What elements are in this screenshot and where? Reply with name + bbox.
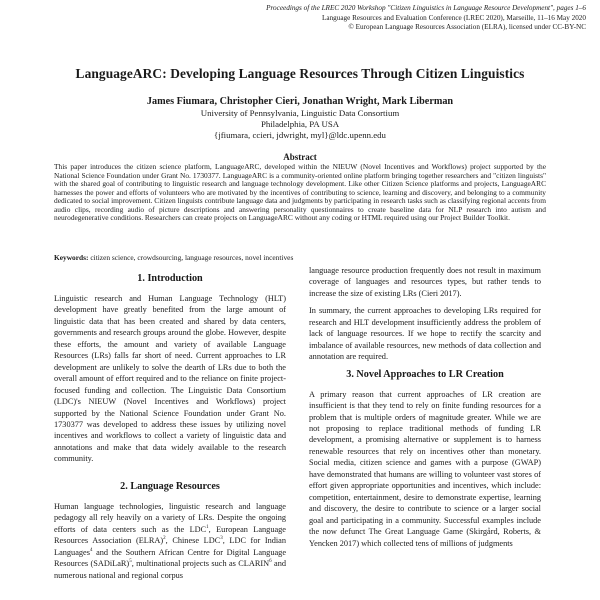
section-2-text-c: , Chinese LDC (165, 536, 221, 546)
section-3-paragraph: A primary reason that current approaches of LR creation are insufficient is that they tend to rely on finite funding resources for a problem that is multiple orders of magnitude greater. While we are not proposing to replace traditional methods of funding LR development, a promising alternative or supplement is to harness renewable resources that rely on incentives other than monetary. Social media, citizen science and games with a purpose (GWAP) have demonstrated that humans are willing to volunteer vast stores of effort given appropriate opportunities and incentives, which include: competition, entertainment, desire to demonstrate expertise, learning and discovery, the desire to contribute to science or a larger social goal and participating in a community. Successful examples include the now defunct The Great Language Game (Skirgård, Roberts, & Yencken 2017) which collected tens of millions of judgments (309, 389, 541, 548)
section-1-heading: 1. Introduction (137, 273, 203, 284)
license-line: © European Language Resources Association (ELRA), licensed under CC-BY-NC (348, 23, 586, 32)
author-emails: {jfiumara, ccieri, jdwright, myl}@ldc.upenn.edu (214, 129, 386, 140)
keywords-label: Keywords: (54, 253, 89, 262)
affiliation-city: Philadelphia, PA USA (260, 118, 340, 129)
footnote-mark-6: 6 (269, 559, 272, 565)
footnote-mark-4: 4 (89, 547, 93, 553)
footnote-mark-3: 3 (220, 536, 223, 542)
affiliation-block (0, 108, 600, 140)
proceedings-header (106, 4, 586, 33)
footnote-mark-2: 2 (163, 536, 166, 542)
section-2-text-f: , multinational projects such as CLARIN (131, 559, 270, 569)
keywords-line (54, 254, 546, 263)
section-3-heading: 3. Novel Approaches to LR Creation (346, 368, 504, 380)
paper-title: LanguageARC: Developing Language Resources Through Citizen Linguistics (75, 66, 525, 81)
section-2-text-a: Human language technologies, linguistic research and language pedagogy all rely heavily on a variety of LRs. Despite the ongoing efforts of data centers such as the LDC (54, 501, 286, 534)
summary-paragraph: In summary, the current approaches to developing LRs required for research and HLT development insufficiently address the problem of lack of language resources. If we hope to rectify the scarcity and imbalance of available resources, new methods of data collection and annotation are required. (309, 306, 541, 362)
footnote-mark-5: 5 (129, 559, 132, 565)
section-2-text-e: and the Southern African Centre for Digital Language Resources (SADiLaR) (54, 547, 286, 569)
section-2-text-g: and numerous national and regional corpus (54, 559, 286, 580)
affiliation: University of Pennsylvania, Linguistic Data Consortium (200, 108, 400, 118)
section-2-text-d: , LDC for Indian Languages (54, 536, 287, 557)
abstract-text: This paper introduces the citizen science platform, LanguageARC, developed within the NIEUW (Novel Incentives and Workflows) project supported by the National Science Foundation under Grant No. 1730377. LanguageARC is a community-oriented online platform bringing together researchers and "citizen linguists" with the shared goal of contributing to linguistic research and language technology development. Like other Citizen Science platforms and projects, LanguageARC harnesses the power and efforts of volunteers who are motivated by the incentives of contributing to science, learning and discovery, and belonging to a community dedicated to social improvement. Citizen linguists contribute language data and judgments by participating in research tasks such as classifying regional accents from audio clips, recording audio of picture descriptions and answering personality questionnaires to create baseline data for NLP research into autism and neurodegenerative conditions. Researchers can create projects on LanguageARC without any coding or HTML required using our Project Builder Toolkit. (54, 162, 546, 222)
continued-paragraph: language resource production frequently does not result in maximum coverage of languages and resources types, but rather tends to increase the size of existing LRs (Cieri 2017). (309, 266, 541, 298)
section-2-paragraph (54, 501, 286, 581)
footnote-mark-1: 1 (206, 524, 209, 530)
section-1-paragraph: Linguistic research and Human Language Technology (HLT) development have greatly benefited from the large amount of linguistic data that has been created and shared by data centers, governments and research groups around the globe. However, despite these efforts, the amount and variety of available Language Resources (LRs) falls far short of need. Current approaches to LR development are unlikely to solve the dearth of LRs due to both the overall amount of effort required and to the reliance on finite project-focused funding and collection. The Linguistic Data Consortium (LDC)'s NIEUW (Novel Incentives and Workflows) project supported by the National Science Foundation under Grant No. 1730377 was developed to address these issues by utilizing novel incentives and workflows to collect a variety of linguistic data and annotations and make that data widely available to the research community. (54, 294, 286, 464)
keywords-text: citizen science, crowdsourcing, language resources, novel incentives (90, 253, 294, 262)
section-2-text-b: , European Language Resources Association (ELRA) (54, 524, 286, 546)
proceedings-line: Proceedings of the LREC 2020 Workshop "Citizen Linguistics in Language Resource Development", pages 1–6 (266, 4, 586, 12)
left-column (54, 265, 286, 581)
section-2-heading: 2. Language Resources (120, 480, 220, 492)
abstract-heading: Abstract (283, 152, 317, 162)
conference-line: Language Resources and Evaluation Conference (LREC 2020), Marseille, 11–16 May 2020 (322, 13, 586, 22)
right-column (309, 265, 541, 549)
author-list: James Fiumara, Christopher Cieri, Jonathan Wright, Mark Liberman (146, 96, 454, 107)
